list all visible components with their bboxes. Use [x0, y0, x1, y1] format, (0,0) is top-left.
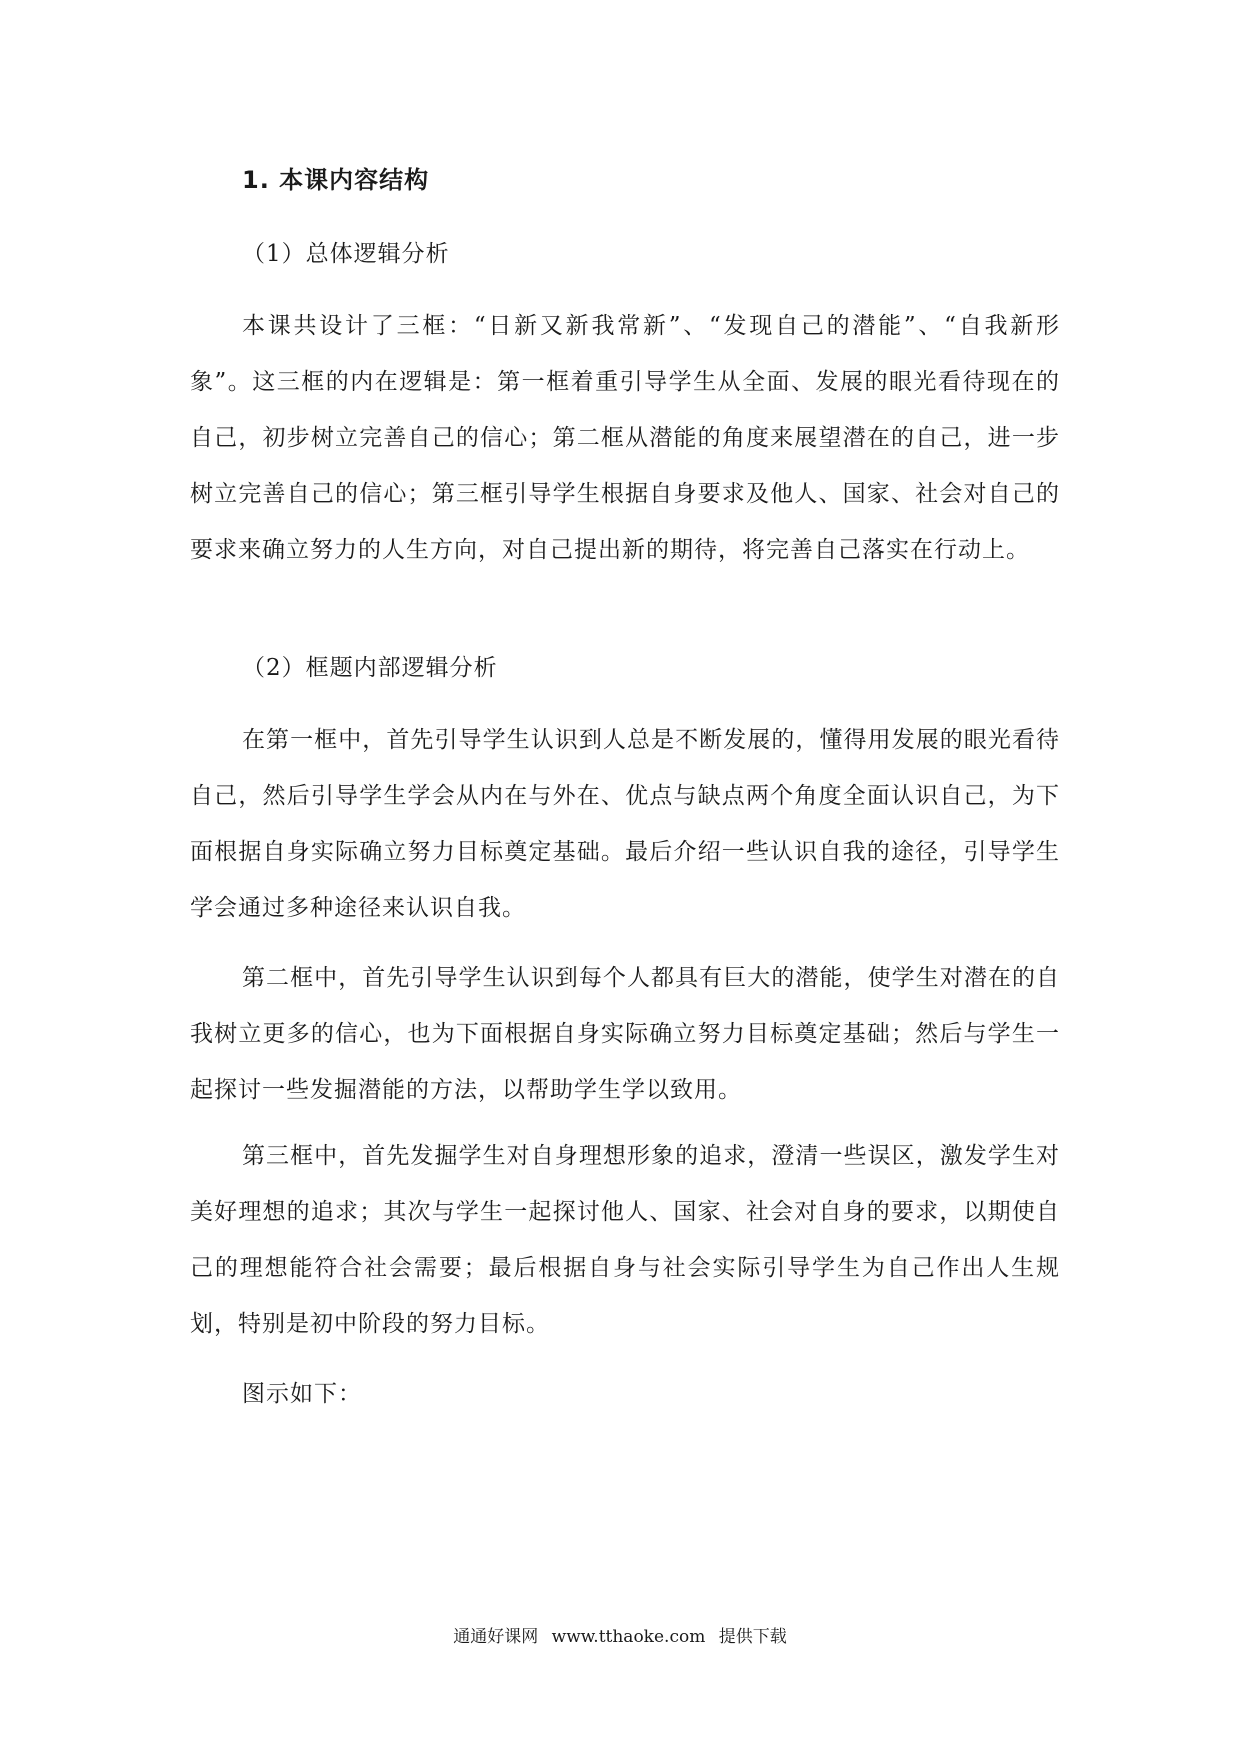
footer-suffix: 提供下载 — [718, 1627, 787, 1647]
paragraph-frame-three: 第三框中，首先发掘学生对自身理想形象的追求，澄清一些误区，激发学生对美好理想的追求；其次与学生一起探讨他人、国家、社会对自身的要求，以期使自己的理想能符合社会需要；最后根据自身与社会实际引导学生为自己作出人生规划，特别是初中阶段的努力目标。 — [190, 1143, 1060, 1337]
paragraph-diagram-intro: 图示如下： — [242, 1381, 362, 1407]
paragraph-frame-one: 在第一框中，首先引导学生认识到人总是不断发展的，懂得用发展的眼光看待自己，然后引导学生学会从内在与外在、优点与缺点两个角度全面认识自己，为下面根据自身实际确立努力目标奠定基础。最后介绍一些认识自我的途径，引导学生学会通过多种途径来认识自我。 — [190, 727, 1060, 921]
paragraph-overall-logic: 本课共设计了三框：“日新又新我常新”、“发现自己的潜能”、“自我新形象”。这三框的内在逻辑是：第一框着重引导学生从全面、发展的眼光看待现在的自己，初步树立完善自己的信心；第二框从潜能的角度来展望潜在的自己，进一步树立完善自己的信心；第三框引导学生根据自身要求及他人、国家、社会对自己的要求来确立努力的人生方向，对自己提出新的期待，将完善自己落实在行动上。 — [190, 313, 1060, 563]
section-heading: 1. 本课内容结构 — [242, 166, 430, 194]
subsection-title-overall-logic: （1）总体逻辑分析 — [242, 241, 450, 267]
subsection-title-internal-logic: （2）框题内部逻辑分析 — [242, 655, 498, 681]
footer-site-name: 通通好课网 — [453, 1627, 539, 1647]
paragraph-frame-two: 第二框中，首先引导学生认识到每个人都具有巨大的潜能，使学生对潜在的自我树立更多的信心，也为下面根据自身实际确立努力目标奠定基础；然后与学生一起探讨一些发掘潜能的方法，以帮助学生学以致用。 — [190, 965, 1060, 1103]
footer-url-link[interactable]: www.tthaoke.com — [551, 1627, 706, 1647]
page-footer — [0, 1623, 1240, 1651]
